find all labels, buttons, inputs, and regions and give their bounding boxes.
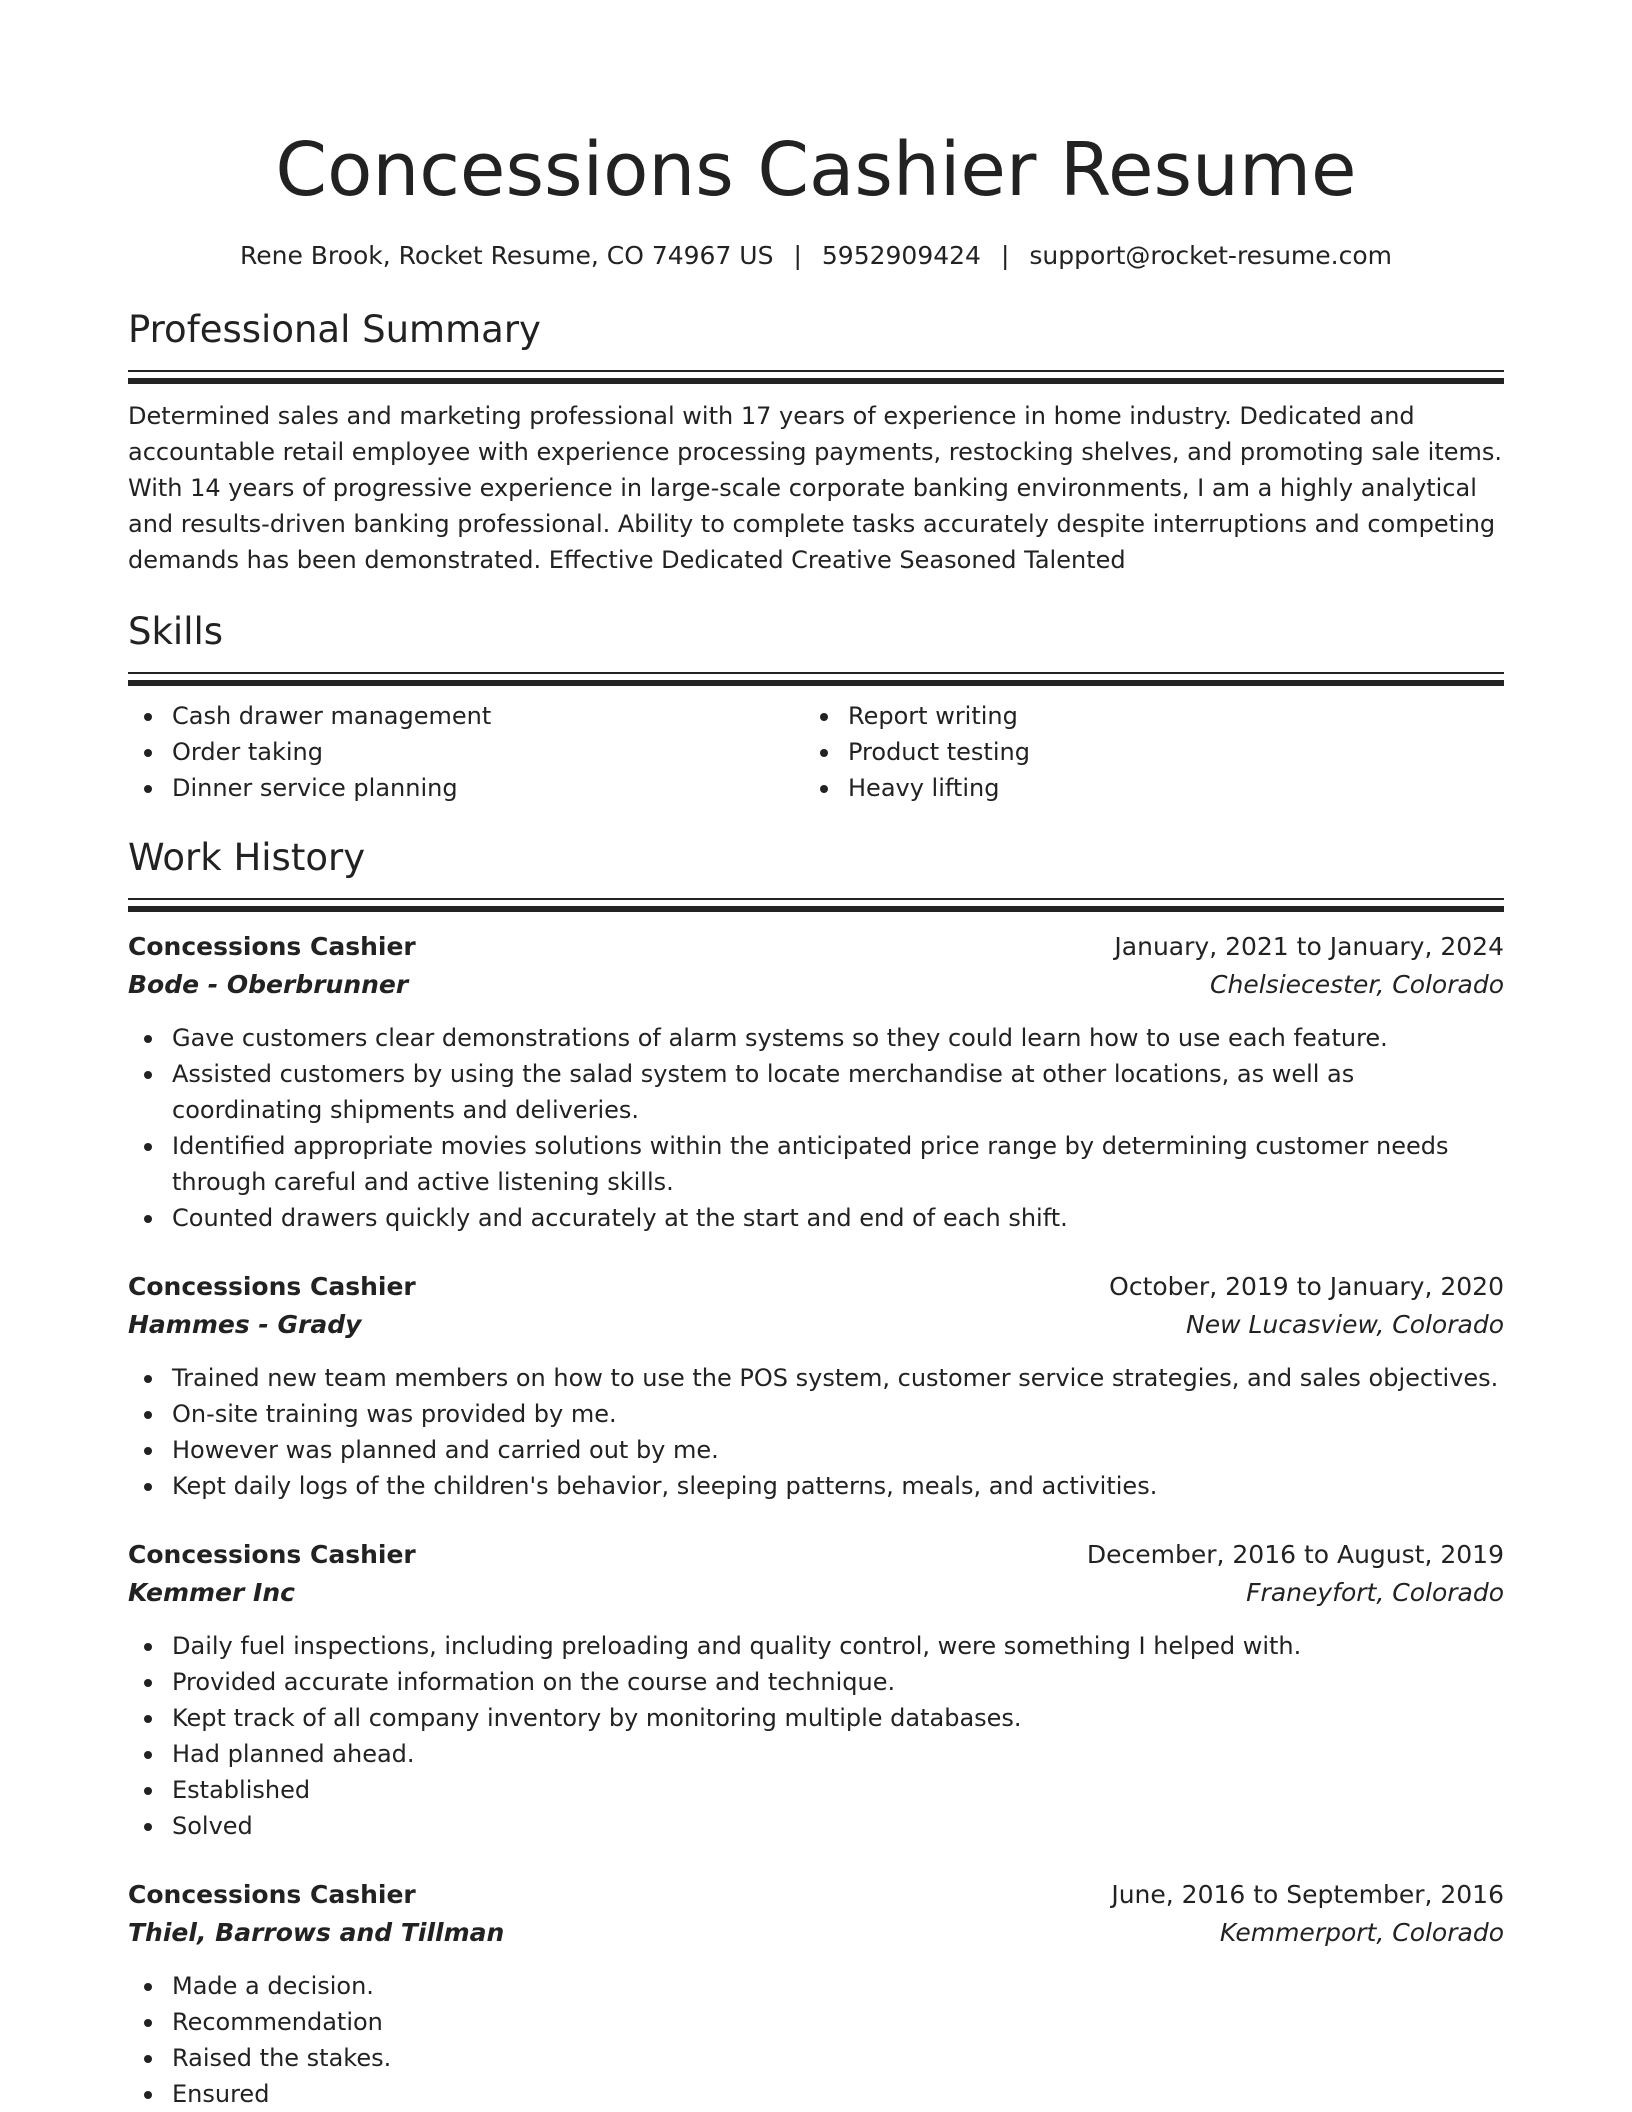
job-company: Hammes - Grady xyxy=(128,1310,362,1339)
section-rule xyxy=(128,672,1504,674)
page-title: Concessions Cashier Resume xyxy=(275,127,1357,213)
work-history-heading: Work History xyxy=(128,836,366,879)
duty-item: Provided accurate information on the course and technique. xyxy=(128,1664,1504,1700)
contact-separator: | xyxy=(793,241,802,270)
skills-list-left xyxy=(128,698,804,806)
job-title: Concessions Cashier xyxy=(128,1540,416,1569)
job-title: Concessions Cashier xyxy=(128,1272,416,1301)
job-location: Kemmerport, Colorado xyxy=(1219,1918,1504,1947)
job-header-row xyxy=(128,1268,1504,1306)
skill-item: Report writing xyxy=(804,698,1480,734)
section-rule xyxy=(128,370,1504,372)
duty-item: Counted drawers quickly and accurately at the start and end of each shift. xyxy=(128,1200,1504,1236)
duty-item: Assisted customers by using the salad system to locate merchandise at other locations, as well as coordinating shipments and deliveries. xyxy=(128,1056,1504,1128)
resume-page xyxy=(128,0,1504,2112)
job-title: Concessions Cashier xyxy=(128,932,416,961)
contact-separator: | xyxy=(1000,241,1010,270)
job-dates: June, 2016 to September, 2016 xyxy=(1111,1880,1504,1909)
job-duties xyxy=(128,1968,1504,2112)
job-company: Bode - Oberbrunner xyxy=(128,970,409,999)
job-company: Thiel, Barrows and Tillman xyxy=(128,1918,505,1947)
job-entry xyxy=(128,1268,1504,1504)
contact-phone: 5952909424 xyxy=(821,241,981,270)
skill-item: Heavy lifting xyxy=(804,770,1480,806)
job-duties xyxy=(128,1020,1504,1236)
section-rule xyxy=(128,898,1504,900)
duty-item: Daily fuel inspections, including preloading and quality control, were something I helped with. xyxy=(128,1628,1504,1664)
job-duties xyxy=(128,1628,1504,1844)
job-location: New Lucasview, Colorado xyxy=(1186,1310,1504,1339)
duty-item: Solved xyxy=(128,1808,1504,1844)
section-rule-thick xyxy=(128,680,1504,686)
skill-item: Cash drawer management xyxy=(128,698,804,734)
job-header-row xyxy=(128,928,1504,966)
duty-item: Made a decision. xyxy=(128,1968,1504,2004)
skills-heading: Skills xyxy=(128,610,224,653)
job-company: Kemmer Inc xyxy=(128,1578,295,1607)
job-company-row xyxy=(128,1914,1504,1952)
job-company-row xyxy=(128,1306,1504,1344)
job-entry xyxy=(128,928,1504,1236)
job-dates: December, 2016 to August, 2019 xyxy=(1086,1540,1504,1569)
job-title: Concessions Cashier xyxy=(128,1880,416,1909)
section-rule-thick xyxy=(128,378,1504,384)
job-location: Franeyfort, Colorado xyxy=(1246,1578,1504,1607)
skills-section xyxy=(128,608,1504,806)
job-entry xyxy=(128,1536,1504,1844)
skills-list-right xyxy=(804,698,1480,806)
job-dates: January, 2021 to January, 2024 xyxy=(1114,932,1504,961)
work-history-section xyxy=(128,834,1504,2112)
duty-item: Gave customers clear demonstrations of alarm systems so they could learn how to use each feature. xyxy=(128,1020,1504,1056)
duty-item: Trained new team members on how to use the POS system, customer service strategies, and sales objectives. xyxy=(128,1360,1504,1396)
duty-item: Raised the stakes. xyxy=(128,2040,1504,2076)
duty-item: Identified appropriate movies solutions within the anticipated price range by determining customer needs through careful and active listening skills. xyxy=(128,1128,1504,1200)
duty-item: Ensured xyxy=(128,2076,1504,2112)
job-company-row xyxy=(128,1574,1504,1612)
job-header-row xyxy=(128,1536,1504,1574)
duty-item: However was planned and carried out by me. xyxy=(128,1432,1504,1468)
skill-item: Order taking xyxy=(128,734,804,770)
job-location: Chelsiecester, Colorado xyxy=(1210,970,1504,999)
summary-section xyxy=(128,306,1504,578)
skills-columns xyxy=(128,698,1504,806)
summary-text: Determined sales and marketing professional with 17 years of experience in home industry. Dedicated and accountable retail employee with experience processing payments, restocking shelves, and promoting sale items. With 14 years of progressive experience in large-scale corporate banking environments, I am a highly analytical and results-driven banking professional. Ability to complete tasks accurately despite interruptions and competing demands has been demonstrated. Effective Dedicated Creative Seasoned Talented xyxy=(128,402,1503,574)
duty-item: Established xyxy=(128,1772,1504,1808)
job-dates: October, 2019 to January, 2020 xyxy=(1109,1272,1504,1301)
duty-item: On-site training was provided by me. xyxy=(128,1396,1504,1432)
duty-item: Recommendation xyxy=(128,2004,1504,2040)
job-company-row xyxy=(128,966,1504,1004)
contact-email: support@rocket-resume.com xyxy=(1029,241,1393,270)
duty-item: Kept daily logs of the children's behavior, sleeping patterns, meals, and activities. xyxy=(128,1468,1504,1504)
section-rule-thick xyxy=(128,906,1504,912)
contact-address: Rene Brook, Rocket Resume, CO 74967 US xyxy=(239,241,774,270)
job-header-row xyxy=(128,1876,1504,1914)
job-duties xyxy=(128,1360,1504,1504)
skill-item: Product testing xyxy=(804,734,1480,770)
summary-heading: Professional Summary xyxy=(128,308,541,351)
job-entry xyxy=(128,1876,1504,2112)
skill-item: Dinner service planning xyxy=(128,770,804,806)
contact-line xyxy=(128,240,1504,272)
duty-item: Kept track of all company inventory by monitoring multiple databases. xyxy=(128,1700,1504,1736)
duty-item: Had planned ahead. xyxy=(128,1736,1504,1772)
